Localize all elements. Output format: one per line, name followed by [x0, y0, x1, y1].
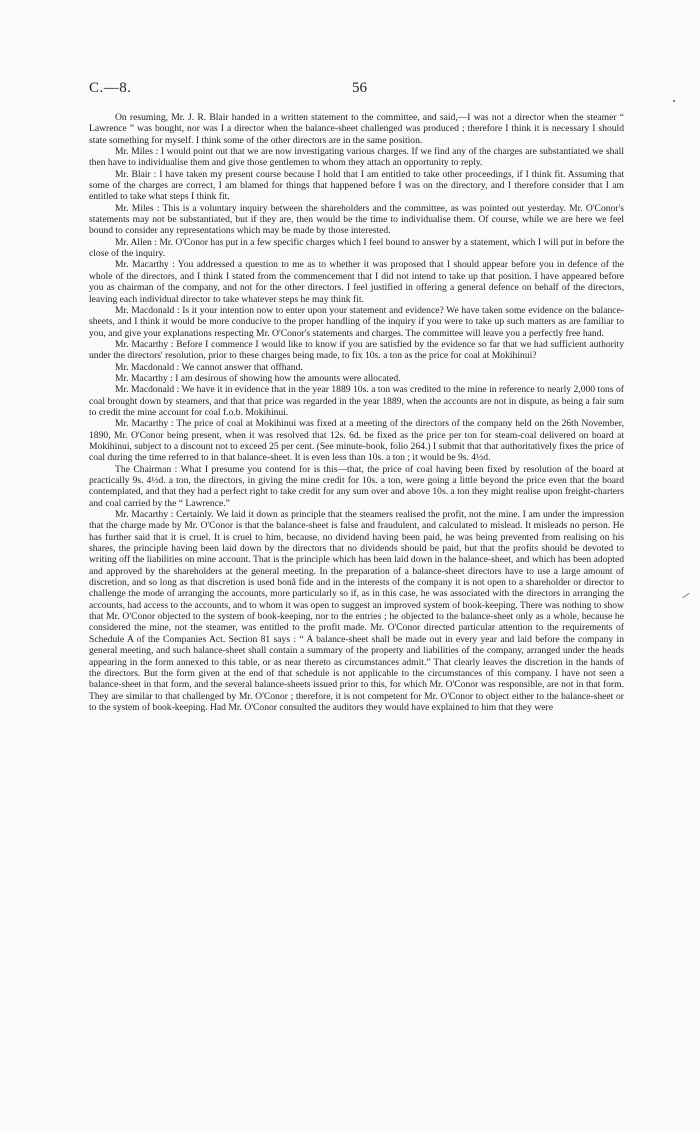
paragraph-allen: Mr. Allen : Mr. O'Conor has put in a few specific charges which I feel bound to answer by a statement, which I will put in before the close of the inquiry. [89, 236, 624, 260]
document-reference: C.—8. [89, 80, 132, 96]
paragraph-miles-1: Mr. Miles : I would point out that we are now investigating various charges. If we find any of the charges are substantiated we shall then have to individualise them and give those gentlemen to whom they attach an opportunity to reply. [89, 146, 624, 169]
document-body [89, 112, 624, 713]
paragraph-macarthy-4: Mr. Macarthy : The price of coal at Mokihinui was fixed at a meeting of the directors of the company held on the 26th November, 1890, Mr. O'Conor being present, when it was resolved that 12s. 6d. be fixed as the price per ton for steam-coal delivered on board at Mokihinui, subject to a discount not to exceed 25 per cent. (See minute-book, folio 264.) I submit that that authoritatively fixes the price of coal during the time referred to in that balance-sheet. It is even less than 10s. a ton ; it would be 9s. 4½d. [89, 418, 624, 464]
paragraph-miles-2: Mr. Miles : This is a voluntary inquiry between the shareholders and the committee, as was pointed out yesterday. Mr. O'Conor's statements may not be substantiated, but if they are, then would be the time to individualise them. Of course, while we are here we feel bound to consider any representations which may be made by those interested. [89, 202, 624, 237]
paragraph-macdonald-1: Mr. Macdonald : Is it your intention now to enter upon your statement and evidence? We have taken some evidence on the balance-sheets, and I think it would be more conducive to the proper handling of the inquiry if you were to take up such matters as are familiar to you, and give your explanations respecting Mr. O'Conor's statements and charges. The committee will leave you a perfectly free hand. [89, 304, 624, 339]
margin-dot-mark [673, 100, 675, 102]
paragraph-blair-2: Mr. Blair : I have taken my present course because I hold that I am entitled to take other proceedings, if I think fit. Assuming that some of the charges are correct, I am blamed for things that happened before I was on the directory, and I therefore consider that I am entitled to take what steps I think fit. [89, 168, 624, 203]
margin-tick-mark [682, 593, 689, 598]
paragraph-blair-statement: On resuming, Mr. J. R. Blair handed in a written statement to the committee, and said,—I was not a director when the steamer “ Lawrence ” was bought, nor was I a director when the balance-sheet challenged was produced ; therefore I think it is necessary I should state something for myself. I think some of the other directors are in the same position. [89, 112, 624, 146]
paragraph-macdonald-2: Mr. Macdonald : We cannot answer that offhand. [115, 361, 303, 373]
paragraph-chairman: The Chairman : What I presume you contend for is this—that, the price of coal having been fixed by resolution of the board at practically 9s. 4½d. a ton, the directors, in giving the mine credit for 10s. a ton, were going a little beyond the price even that the board contemplated, and that they had a perfect right to take credit for any sum over and above 10s. a ton they might realise upon freight-charters and coal carried by the “ Lawrence.” [89, 463, 624, 509]
paragraph-macarthy-1: Mr. Macarthy : You addressed a question to me as to whether it was proposed that I should appear before you in defence of the whole of the directors, and I think I stated from the commencement that I did not intend to take up that position. I have appeared before you as chairman of the company, and not for the other directors. I feel justified in offering a general defence on behalf of the directors, leaving each individual director to take whatever steps he may think fit. [89, 259, 624, 305]
paragraph-macarthy-2: Mr. Macarthy : Before I commence I would like to know if you are satisfied by the evidence so far that we had sufficient authority under the directors' resolution, prior to these charges being made, to fix 10s. a ton as the price for coal at Mokihinui? [89, 338, 624, 362]
page-header [89, 80, 624, 100]
page-number: 56 [352, 80, 367, 96]
paragraph-macdonald-3: Mr. Macdonald : We have it in evidence that in the year 1889 10s. a ton was credited to the mine in reference to nearly 2,000 tons of coal brought down by steamers, and that that price was regarded in the year 1889, when the accounts are not in dispute, as being a fair sum to credit the mine account for coal f.o.b. Mokihinui. [89, 384, 624, 418]
paragraph-macarthy-3: Mr. Macarthy : I am desirous of showing how the amounts were allocated. [115, 372, 401, 384]
paragraph-macarthy-5: Mr. Macarthy : Certainly. We laid it down as principle that the steamers realised the profit, not the mine. I am under the impression that the charge made by Mr. O'Conor is that the balance-sheet is false and fraudulent, and calculated to mislead. It misleads no person. He has further said that it is cruel. It is cruel to him, because, no dividend having been paid, he was being prevented from realising on his shares, the principle having been laid down by the directors that no dividends should be paid, but that the profits should be devoted to writing off the liabilities on mine account. That is the principle which has been laid down in the balance-sheet, and which has been adopted and approved by the shareholders at the general meeting. In the preparation of a balance-sheet directors have to use a large amount of discretion, and so long as that discretion is used bonâ fide and in the interests of the company it is not open to a shareholder or director to challenge the mode of arranging the accounts, more particularly so if, as in this case, he was associated with the directors in arranging the accounts, had access to the accounts, and to whom it was open to suggest an improved system of book-keeping. There was nothing to show that Mr. O'Conor objected to the system of book-keeping, nor to the entries ; he objected to the balance-sheet only as a whole, because he considered the mine, not the steamer, was entitled to the profit made. Mr. O'Conor directed particular attention to the requirements of Schedule A of the Companies Act. Section 81 says : “ A balance-sheet shall be made out in every year and laid before the company in general meeting, and such balance-sheet shall contain a summary of the property and liabilities of the company, arranged under the heads appearing in the form annexed to this table, or as near thereto as circumstances admit.” That clearly leaves the discretion in the hands of the directors. But the form given at the end of that schedule is not applicable to the circumstances of this company. I have not seen a balance-sheet in that form, and the several balance-sheets issued prior to this, for which Mr. O'Conor was responsible, are not in that form. They are similar to that challenged by Mr. O'Conor ; therefore, it is not competent for Mr. O'Conor to object either to the balance-sheet or to the system of book-keeping. Had Mr. O'Conor consulted the auditors they would have explained to him that they were [89, 509, 624, 713]
